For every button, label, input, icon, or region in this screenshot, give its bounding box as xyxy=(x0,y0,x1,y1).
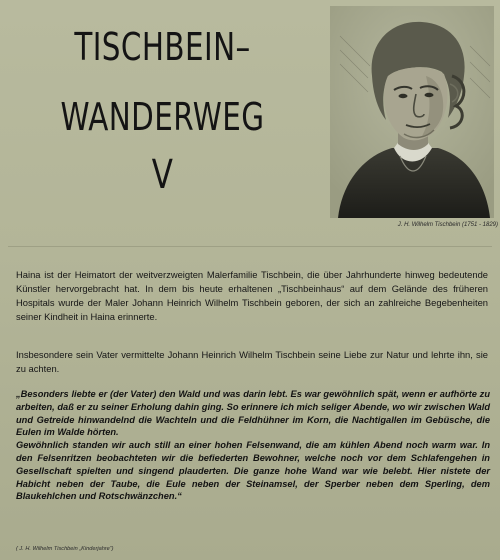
portrait-image xyxy=(330,6,494,218)
page-title xyxy=(20,18,305,198)
quote-source: ( J. H. Wilhelm Tischbein „Kinderjahre“) xyxy=(16,546,114,552)
title-line-3: V xyxy=(151,152,174,198)
quote-block xyxy=(16,388,490,503)
title-line-1: TISCHBEIN– xyxy=(74,25,251,69)
title-line-2: WANDERWEG xyxy=(60,95,265,139)
quote-part-2: Gewöhnlich standen wir auch still an einer hohen Felsenwand, die am kühlen Abend noch warm war. In den Felsenritzen beobachteten wir die befiederten Bewohner, welche noch vor dem Schlafengehen in Gesellschaft spielten und singend plauderten. Die ganze hohe Wand war wie belebt. Hier nistete der Habicht neben der Taube, die Eule neben der Steinamsel, der Sperber neben dem Sperling, dem Blaukehlchen und Rotschwänzchen.“ xyxy=(16,440,490,502)
father-paragraph: Insbesondere sein Vater vermittelte Johann Heinrich Wilhelm Tischbein seine Liebe zur Natur und lehrte ihn, sie zu achten. xyxy=(16,349,488,374)
quote-part-1: „Besonders liebte er (der Vater) den Wald und was darin lebt. Es war gewöhnlich spät, wenn er aufhörte zu arbeiten, daß er zu seiner Erholung dahin ging. So erinnere ich mich seliger Abende, wo wir zwischen Wald und Getreide hinwandelnd die Wachteln und die Feldhühner im Korn, die Nachtigallen im Gebüsche, die Eulen im Walde hörten. xyxy=(16,389,490,438)
intro-paragraph: Haina ist der Heimatort der weitverzweigten Malerfamilie Tischbein, die über Jahrhunderte hinweg bedeutende Künstler hervorgebracht hat. In dem bis heute erhaltenen „Tischbeinhaus“ auf dem Gelände des früheren Hospitals wurde der Maler Johann Heinrich Wilhelm Tischbein geboren, der sich an zahlreiche Begebenheiten seiner Kindheit in Haina erinnerte. xyxy=(16,269,488,322)
portrait-caption: J. H. Wilhelm Tischbein (1751 - 1829) xyxy=(397,222,498,228)
divider xyxy=(8,246,492,247)
portrait-engraving xyxy=(330,6,494,218)
